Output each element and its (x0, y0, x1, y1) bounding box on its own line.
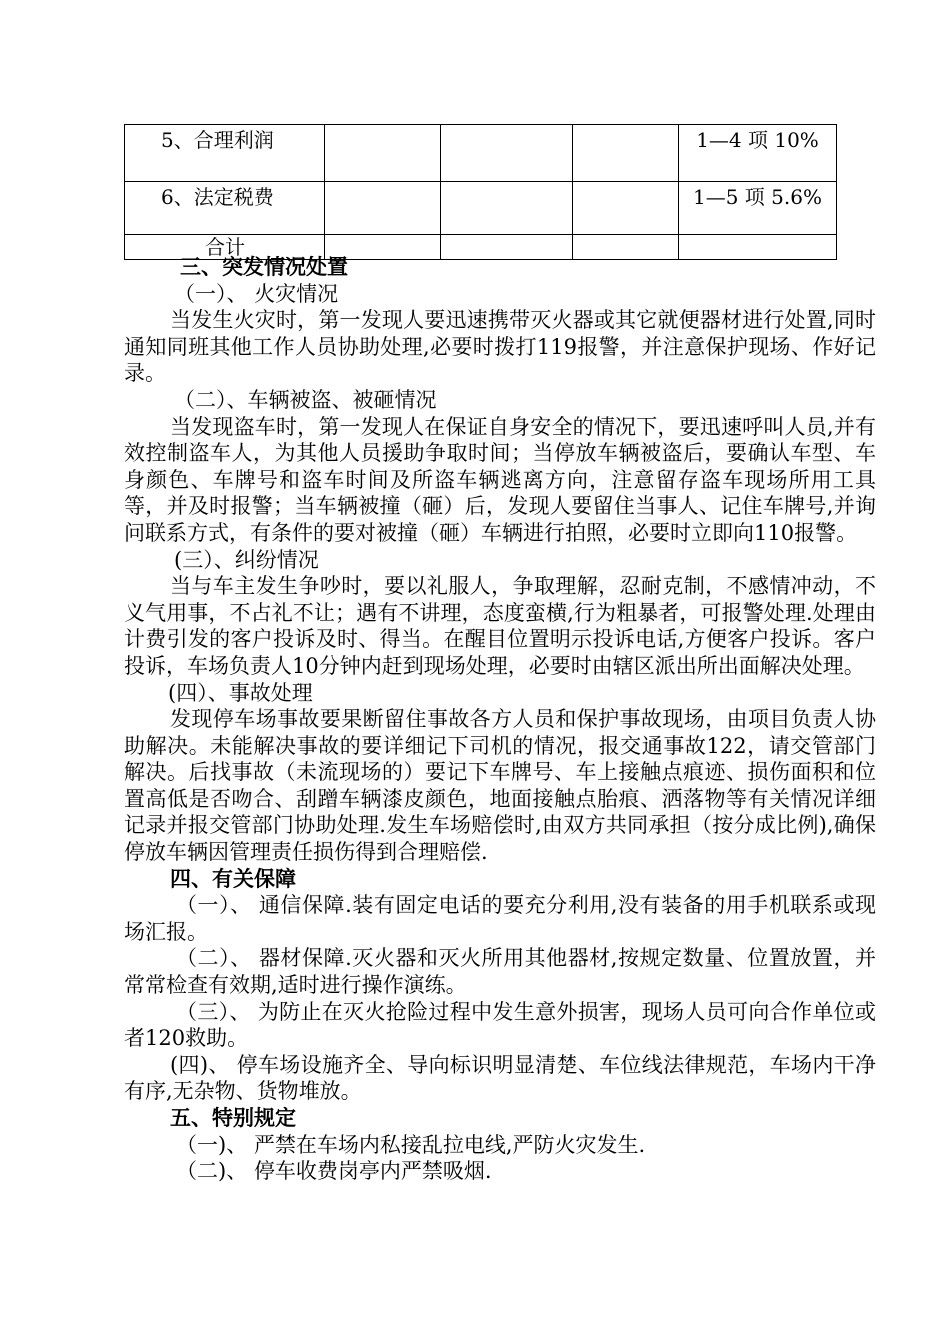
table-cell (573, 125, 679, 182)
table-row (125, 182, 837, 235)
document-body (124, 254, 876, 1185)
paragraph-4-1: （一）、 通信保障.装有固定电话的要充分利用,没有装备的用手机联系或现场汇报。 (124, 893, 876, 944)
paragraph-3-2: 当发现盗车时，第一发现人在保证自身安全的情况下，要迅速呼叫人员,并有效控制盗车人，为其他人员援助争取时间；当停放车辆被盗后，要确认车型、车身颜色、车牌号和盗车时间及所盗车辆逃离方向，注意留存盗车现场所用工具等，并及时报警；当车辆被撞（砸）后，发现人要留住当事人、记住车牌号,并询问联系方式，有条件的要对被撞（砸）车辆进行拍照，必要时立即向110报警。 (124, 414, 876, 545)
paragraph-5-2: （二)、 停车收费岗亭内严禁吸烟. (176, 1159, 492, 1184)
paragraph-4-4: (四)、 停车场设施齐全、导向标识明显清楚、车位线法律规范，车场内干净有序,无杂物、货物堆放。 (124, 1052, 876, 1104)
cost-table (124, 124, 837, 260)
table-row (125, 125, 837, 182)
paragraph-3-4: 发现停车场事故要果断留住事故各方人员和保护事故现场，由项目负责人协助解决。未能解决事故的要详细记下司机的情况，报交通事故122，请交管部门解决。后找事故（未流现场的）要记下车牌号、车上接触点痕迹、损伤面积和位置高低是否吻合、刮蹭车辆漆皮颜色，地面接触点胎痕、洒落物等有关情况详细记录并报交管部门协助处理.发生车场赔偿时,由双方共同承担（按分成比例),确保停放车辆因管理责任损伤得到合理赔偿. (124, 707, 876, 865)
table-cell (441, 125, 573, 182)
table-cell-rate: 1—4 项 10% (679, 125, 837, 182)
table-cell-rate: 1—5 项 5.6% (679, 182, 837, 235)
section-heading-5: 五、特别规定 (170, 1105, 296, 1130)
subsection-title-3-3: (三）、纠纷情况 (174, 547, 319, 572)
table-cell (441, 182, 573, 235)
paragraph-3-3: 当与车主发生争吵时，要以礼服人，争取理解，忍耐克制，不感情冲动，不义气用事，不占礼不让；遇有不讲理，态度蛮横,行为粗暴者，可报警处理.处理由计费引发的客户投诉及时、得当。在醒目位置明示投诉电话,方便客户投诉。客户投诉，车场负责人10分钟内赶到现场处理，必要时由辖区派出所出面解决处理。 (124, 574, 876, 678)
table-cell-total: 合计 (125, 235, 325, 260)
table-cell-item: 6、法定税费 (125, 182, 325, 235)
section-heading-4: 四、有关保障 (170, 865, 296, 891)
section-heading-3: 三、突发情况处置 (180, 254, 348, 279)
paragraph-5-1: （一)、 严禁在车场内私接乱拉电线,严防火灾发生. (176, 1132, 646, 1157)
table-cell (325, 182, 441, 235)
subsection-title-3-4: (四）、事故处理 (168, 680, 313, 705)
paragraph-3-1: 当发生火灾时，第一发现人要迅速携带灭火器或其它就便器材进行处置,同时通知同班其他工作人员协助处理,必要时拨打119报警，并注意保护现场、作好记录。 (124, 308, 876, 386)
table-cell (573, 182, 679, 235)
table-cell-item: 5、合理利润 (125, 125, 325, 182)
subsection-title-3-2: （二）、车辆被盗、被砸情况 (174, 387, 437, 412)
paragraph-4-2: （二）、 器材保障.灭火器和灭火所用其他器材,按规定数量、位置放置，并常常检查有效期,适时进行操作演练。 (124, 946, 876, 998)
subsection-title-3-1: （一）、 火灾情况 (174, 281, 339, 306)
paragraph-4-3: （三）、 为防止在灭火抢险过程中发生意外损害，现场人员可向合作单位或者120救助。 (124, 999, 876, 1051)
table-cell (325, 125, 441, 182)
